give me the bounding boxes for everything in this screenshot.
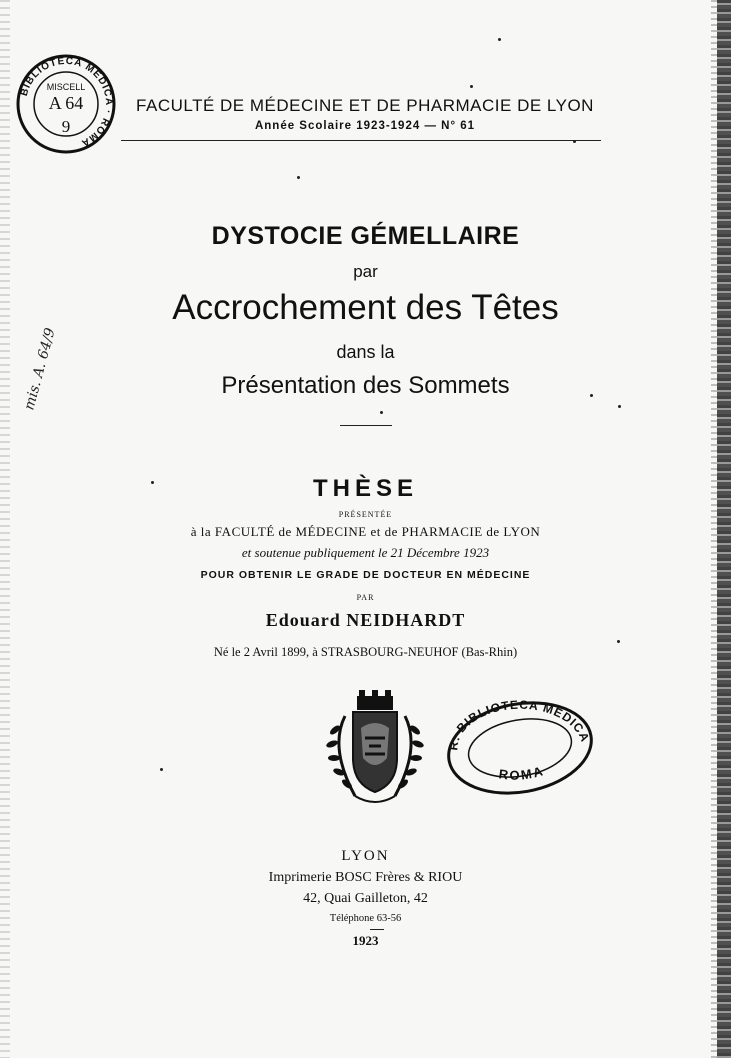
title-line-3: Accrochement des Têtes (172, 288, 559, 327)
imprint-printer: Imprimerie BOSC Frères & RIOU (268, 870, 463, 885)
svg-text:mis. A. 64/9: mis. A. 64/9 (21, 326, 59, 412)
right-stamp-top-text: R. BIBLIOTECA MEDICA (446, 697, 593, 752)
title-line-2: par (353, 262, 378, 281)
academic-year: Année Scolaire 1923-1924 — N° 61 (254, 120, 476, 132)
shelfmark-top: MISCELL (46, 82, 86, 92)
svg-text:ROMA (498, 763, 546, 783)
title-line-4: dans la (336, 342, 395, 362)
scan-speck (160, 768, 163, 771)
right-stamp-bottom-text: ROMA (497, 762, 547, 783)
city-crest-icon (315, 688, 435, 813)
scan-speck (590, 394, 593, 397)
imprint-rule (370, 929, 384, 930)
left-stamp-ring-text: BIBLIOTECA MEDICA · ROMA (18, 55, 115, 149)
title-line-5: Présentation des Sommets (221, 372, 510, 399)
imprint-city: LYON (341, 848, 390, 864)
scan-speck (470, 85, 473, 88)
svg-text:R. BIBLIOTECA MEDICA (446, 698, 592, 752)
author-name: Edouard NEIDHARDT (265, 610, 466, 630)
imprint-address: 42, Quai Gailleton, 42 (303, 891, 428, 906)
title-line-1: DYSTOCIE GÉMELLAIRE (211, 222, 520, 250)
scan-speck (380, 411, 383, 414)
faculty-header: FACULTÉ DE MÉDECINE ET DE PHARMACIE DE LYON (136, 96, 594, 115)
imprint-phone: Téléphone 63-56 (329, 913, 402, 924)
scan-speck (618, 405, 621, 408)
scan-speck (151, 481, 154, 484)
presented-label: PRÉSENTÉE (338, 510, 393, 519)
scan-speck (573, 140, 576, 143)
library-stamp-left (14, 52, 118, 156)
library-stamp-right (440, 692, 600, 796)
scan-speck (498, 38, 501, 41)
shelfmark-bottom: 9 (61, 117, 71, 136)
shelfmark-mid: A 64 (48, 93, 84, 113)
scan-speck (617, 640, 620, 643)
faculty-line: à la FACULTÉ de MÉDECINE et de PHARMACIE de LYON (190, 524, 541, 539)
thesis-heading: THÈSE (312, 475, 418, 502)
title-rule (340, 425, 392, 426)
scan-speck (297, 176, 300, 179)
by-label: PAR (356, 593, 375, 602)
defended-line: et soutenue publiquement le 21 Décembre 1923 (241, 545, 490, 560)
birth-line: Né le 2 Avril 1899, à STRASBOURG-NEUHOF (Bas-Rhin) (213, 645, 518, 659)
degree-line: POUR OBTENIR LE GRADE DE DOCTEUR EN MÉDECINE (200, 569, 531, 581)
imprint-year: 1923 (352, 933, 379, 948)
header-rule (121, 140, 601, 141)
